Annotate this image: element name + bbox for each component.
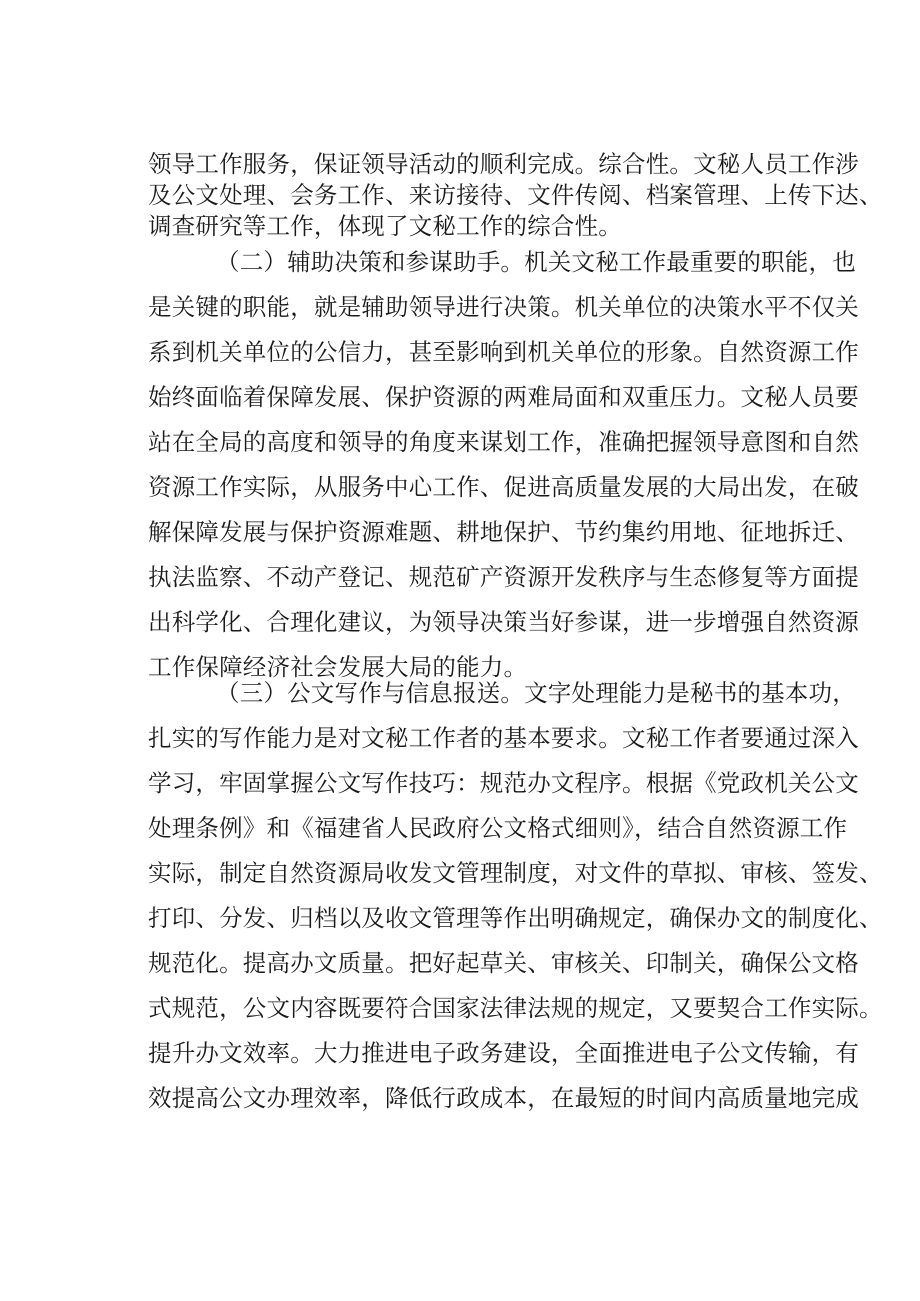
text-line: 处理条例》和《福建省人民政府公文格式细则》，结合自然资源工作 (148, 814, 848, 842)
text-line: 解保障发展与保护资源难题、耕地保护、节约集约用地、征地拆迁、 (148, 518, 859, 546)
text-line: 提升办文效率。大力推进电子政务建设，全面推进电子公文传输，有 (148, 1039, 859, 1067)
text-line: 调查研究等工作，体现了文秘工作的综合性。 (148, 212, 622, 240)
text-line: 出科学化、合理化建议，为领导决策当好参谋，进一步增强自然资源 (148, 608, 859, 636)
text-line: 效提高公文办理效率，降低行政成本，在最短的时间内高质量地完成 (148, 1084, 859, 1112)
text-line: 系到机关单位的公信力，甚至影响到机关单位的形象。自然资源工作 (148, 338, 859, 366)
text-line: 资源工作实际，从服务中心工作、促进高质量发展的大局出发，在破 (148, 473, 859, 501)
text-line: 学习，牢固掌握公文写作技巧：规范办文程序。根据《党政机关公文 (148, 769, 859, 797)
text-line: 实际，制定自然资源局收发文管理制度，对文件的草拟、审核、签发、 (148, 859, 883, 887)
section-heading-2: （二）辅助决策和参谋助手。机关文秘工作最重要的职能，也 (216, 248, 856, 276)
text-line: 站在全局的高度和领导的角度来谋划工作，准确把握领导意图和自然 (148, 428, 859, 456)
text-line: 扎实的写作能力是对文秘工作者的基本要求。文秘工作者要通过深入 (148, 724, 859, 752)
section-heading-3: （三）公文写作与信息报送。文字处理能力是秘书的基本功， (216, 679, 856, 707)
text-line: 打印、分发、归档以及收文管理等作出明确规定，确保办文的制度化、 (148, 904, 883, 932)
text-line: 执法监察、不动产登记、规范矿产资源开发秩序与生态修复等方面提 (148, 563, 859, 591)
text-line: 始终面临着保障发展、保护资源的两难局面和双重压力。文秘人员要 (148, 383, 859, 411)
text-line: 工作保障经济社会发展大局的能力。 (148, 653, 528, 681)
text-line: 是关键的职能，就是辅助领导进行决策。机关单位的决策水平不仅关 (148, 293, 859, 321)
text-line: 式规范，公文内容既要符合国家法律法规的规定，又要契合工作实际。 (148, 994, 883, 1022)
text-line: 规范化。提高办文质量。把好起草关、审核关、印制关，确保公文格 (148, 949, 859, 977)
text-line: 及公文处理、会务工作、来访接待、文件传阅、档案管理、上传下达、 (148, 181, 883, 209)
text-line: 领导工作服务，保证领导活动的顺利完成。综合性。文秘人员工作涉 (148, 150, 859, 178)
